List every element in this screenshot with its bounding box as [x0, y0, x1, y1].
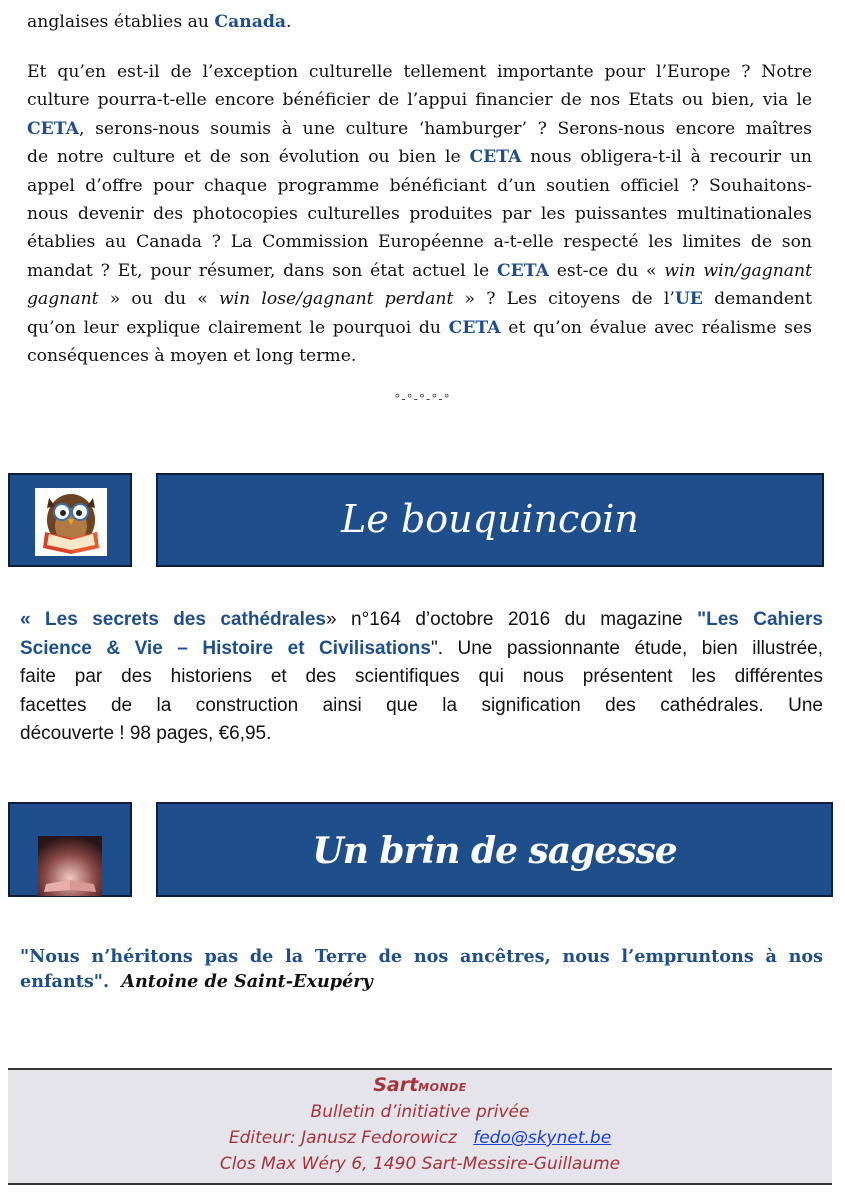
review-line: facettes de la construction ainsi que la signification des cathédrales. Une [20, 694, 823, 716]
sagesse-title: Un brin de sagesse [312, 830, 677, 872]
p-line: Et qu’en est-il de l’exception culturelle tellement importante pour l’Europe ? Notre [27, 62, 812, 82]
review-line: découverte ! 98 pages, €6,95. [20, 723, 272, 744]
quote-author: Antoine de Saint-Exupéry [121, 971, 373, 992]
footer-line-1: Bulletin d’initiative privée [310, 1102, 530, 1122]
p-line: de notre culture et de son évolution ou bien le CETA nous obligera-t-il à recourir un [27, 147, 812, 168]
review-line: faite par des historiens et des scientifiques qui nous présentent les différentes [20, 666, 823, 687]
p-line: conséquences à moyen et long terme. [27, 346, 357, 367]
owl-reading-icon [35, 488, 107, 556]
footer-box [8, 1068, 832, 1185]
p-line: qu’on leur explique clairement le pourquoi du CETA et qu’on évalue avec réalisme ses [27, 317, 812, 338]
p-line: appel d’offre pour chaque programme bénéficiant d’un soutien officiel ? Souhaitons- [27, 175, 812, 196]
bouquincoin-icon-box [8, 473, 132, 567]
book-review-paragraph [20, 606, 823, 749]
p-line: gagnant » ou du « win lose/gagnant perdant » ? Les citoyens de l’UE demandent [27, 289, 813, 310]
p-line: nous devenir des photocopies culturelles produites par les puissantes multinationales [27, 204, 812, 225]
sagesse-banner [156, 802, 833, 897]
article-paragraph [27, 58, 812, 370]
footer-line-2: Editeur: Janusz Fedorowicz fedo@skynet.be [228, 1128, 612, 1148]
bouquincoin-title: Le bouquincoin [341, 497, 639, 541]
sagesse-icon-box [8, 802, 132, 897]
section-separator: °-°-°-°-° [394, 392, 451, 406]
footer-brand: SartMONDE [373, 1074, 467, 1096]
footer-email-link[interactable]: fedo@skynet.be [473, 1128, 612, 1148]
article-first-line: anglaises établies au Canada. [27, 12, 292, 32]
p-line: CETA, serons-nous soumis à une culture ‘hamburger’ ? Serons-nous encore maîtres [27, 118, 812, 139]
review-line: Science & Vie – Histoire et Civilisations". Une passionnante étude, bien illustrée, [20, 637, 823, 659]
p-line: mandat ? Et, pour résumer, dans son état actuel le CETA est-ce du « win win/gagnant [27, 260, 812, 281]
p-line: culture pourra-t-elle encore bénéficier de l’appui financier de nos Etats ou bien, via le [27, 90, 812, 111]
quote-line: enfants". Antoine de Saint-Exupéry [20, 971, 373, 992]
p-line: établies au Canada ? La Commission Européenne a-t-elle respecté les limites de son [27, 232, 812, 253]
footer-line-3: Clos Max Wéry 6, 1490 Sart-Messire-Guillaume [219, 1154, 621, 1174]
review-line: « Les secrets des cathédrales» n°164 d’octobre 2016 du magazine "Les Cahiers [20, 609, 823, 630]
wisdom-quote [20, 944, 823, 994]
bouquincoin-banner [156, 473, 824, 567]
quote-line: "Nous n’héritons pas de la Terre de nos ancêtres, nous l’empruntons à nos [20, 946, 823, 967]
glowing-book-icon [38, 836, 102, 896]
